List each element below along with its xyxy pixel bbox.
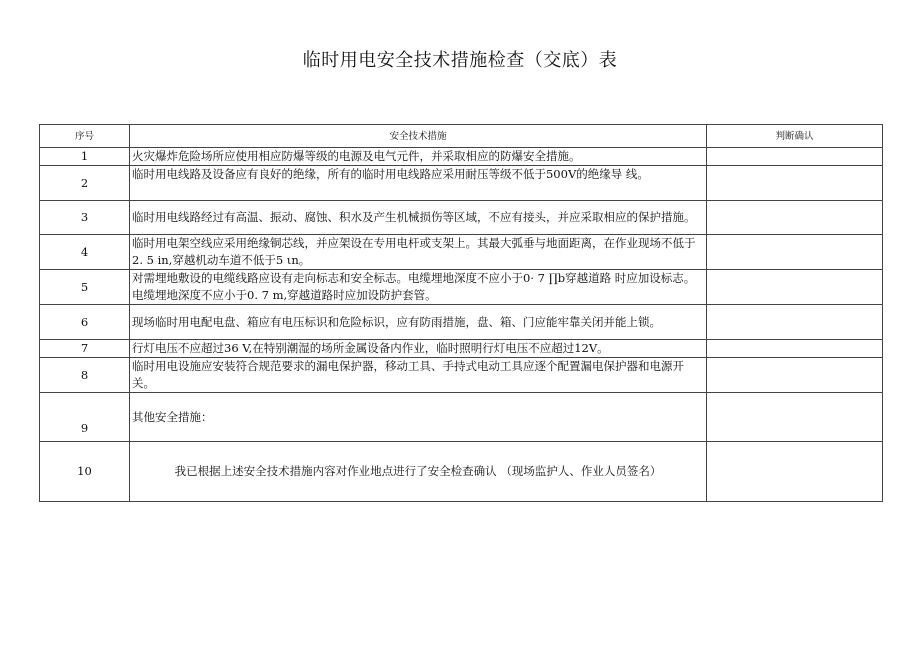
row-number: 8 bbox=[40, 358, 130, 393]
table-header-row bbox=[40, 125, 883, 148]
row-number: 10 bbox=[40, 442, 130, 502]
measure-text: 临时用电架空线应采用绝缘铜芯线，并应架设在专用电杆或支架上。其最大弧垂与地面距离，在作业现场不低于2. 5 in,穿越机动车道不低于5 ιn。 bbox=[130, 235, 707, 270]
header-no: 序号 bbox=[40, 125, 130, 148]
row-number: 6 bbox=[40, 305, 130, 340]
table-row bbox=[40, 148, 883, 166]
confirm-cell[interactable] bbox=[707, 340, 883, 358]
measure-text: 临时用电设施应安装符合规范要求的漏电保护器，移动工具、手持式电动工具应逐个配置漏电保护器和电源开关。 bbox=[130, 358, 707, 393]
other-measures-field[interactable]: 其他安全措施： bbox=[130, 393, 707, 442]
row-number: 2 bbox=[40, 166, 130, 201]
confirm-cell[interactable] bbox=[707, 148, 883, 166]
row-number: 5 bbox=[40, 270, 130, 305]
measure-text: 现场临时用电配电盘、箱应有电压标识和危险标识，应有防雨措施，盘、箱、门应能牢靠关闭并能上锁。 bbox=[130, 305, 707, 340]
measure-text: 临时用电线路及设备应有良好的绝缘，所有的临时用电线路应采用耐压等级不低于500V的绝缘导 线。 bbox=[130, 166, 707, 201]
measure-text: 对需埋地敷设的电缆线路应设有走向标志和安全标志。电缆埋地深度不应小于0· 7 ∏b穿越道路 时应加设标志。电缆埋地深度不应小于0. 7 m,穿越道路时应加设防护套管。 bbox=[130, 270, 707, 305]
confirm-cell[interactable] bbox=[707, 166, 883, 201]
row-number: 3 bbox=[40, 201, 130, 235]
signature-row bbox=[40, 442, 883, 502]
confirm-cell[interactable] bbox=[707, 305, 883, 340]
document-title: 临时用电安全技术措施检查（交底）表 bbox=[302, 50, 618, 71]
row-number: 9 bbox=[40, 393, 130, 442]
measure-text: 临时用电线路经过有高温、振动、腐蚀、积水及产生机械损伤等区域，不应有接头，并应采取相应的保护措施。 bbox=[130, 201, 707, 235]
header-measure: 安全技术措施 bbox=[130, 125, 707, 148]
confirm-cell[interactable] bbox=[707, 270, 883, 305]
confirm-cell[interactable] bbox=[707, 358, 883, 393]
safety-checklist-table bbox=[39, 124, 883, 502]
table-row bbox=[40, 166, 883, 201]
table-row bbox=[40, 270, 883, 305]
table-row bbox=[40, 340, 883, 358]
row-number: 7 bbox=[40, 340, 130, 358]
confirm-cell[interactable] bbox=[707, 393, 883, 442]
measure-text: 行灯电压不应超过36 V,在特别潮湿的场所金属设备内作业，临时照明行灯电压不应超过12V。 bbox=[130, 340, 707, 358]
header-confirm: 判断确认 bbox=[707, 125, 883, 148]
confirm-cell[interactable] bbox=[707, 201, 883, 235]
table-row bbox=[40, 201, 883, 235]
row-number: 4 bbox=[40, 235, 130, 270]
signature-cell[interactable] bbox=[707, 442, 883, 502]
measure-text: 火灾爆炸危险场所应使用相应防爆等级的电源及电气元件，并采取相应的防爆安全措施。 bbox=[130, 148, 707, 166]
confirm-cell[interactable] bbox=[707, 235, 883, 270]
table-row bbox=[40, 305, 883, 340]
table-row bbox=[40, 235, 883, 270]
row-number: 1 bbox=[40, 148, 130, 166]
table-row bbox=[40, 358, 883, 393]
table-row bbox=[40, 393, 883, 442]
confirmation-statement: 我已根据上述安全技术措施内容对作业地点进行了安全检查确认 （现场监护人、作业人员签名） bbox=[130, 442, 707, 502]
